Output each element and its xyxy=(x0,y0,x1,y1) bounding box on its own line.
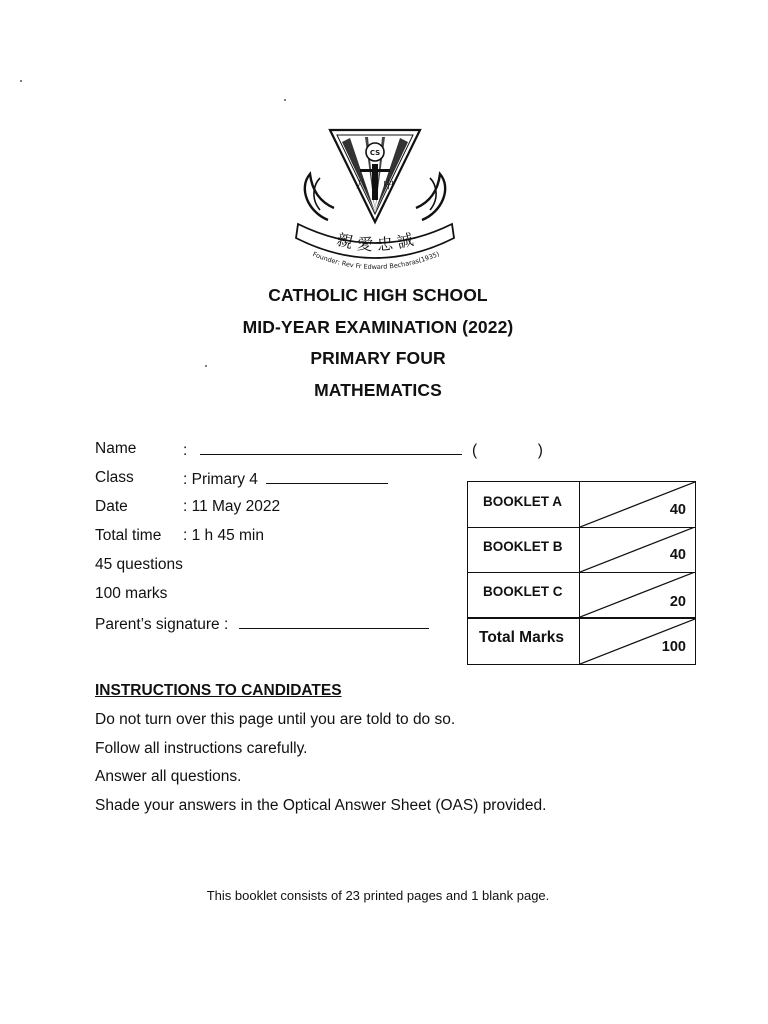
marks-total: 100 marks xyxy=(95,585,168,602)
instruction-line: Answer all questions. xyxy=(95,768,242,786)
score-max: 20 xyxy=(669,594,686,610)
name-entry xyxy=(183,438,543,462)
date-label: Date xyxy=(95,498,128,515)
svg-text:八: 八 xyxy=(356,178,367,191)
signature-label: Parent’s signature : xyxy=(95,616,229,633)
score-max: 40 xyxy=(669,547,686,563)
score-label: BOOKLET B xyxy=(483,539,563,554)
name-row xyxy=(95,438,543,460)
score-label-cell xyxy=(468,482,580,527)
name-label: Name xyxy=(95,440,137,457)
score-table xyxy=(467,481,696,665)
index-blank[interactable] xyxy=(481,439,533,455)
score-label-cell xyxy=(468,527,580,572)
date-value: : 11 May 2022 xyxy=(183,498,281,515)
subject-title: MATHEMATICS xyxy=(314,379,442,400)
crest-motto: 親 愛 忠 誠 xyxy=(334,229,416,255)
score-row-booklet-b xyxy=(468,527,695,573)
score-row-booklet-c xyxy=(468,572,695,618)
instructions-heading: INSTRUCTIONS TO CANDIDATES xyxy=(95,682,342,699)
score-label: BOOKLET A xyxy=(483,494,562,509)
exam-title: MID-YEAR EXAMINATION (2022) xyxy=(242,316,514,337)
school-crest-logo xyxy=(290,122,460,272)
svg-text:CS: CS xyxy=(369,149,381,157)
scan-speck xyxy=(20,80,22,82)
score-label: Total Marks xyxy=(479,629,564,646)
school-name: CATHOLIC HIGH SCHOOL xyxy=(268,285,488,305)
index-paren-open: ( xyxy=(471,442,478,459)
instructions xyxy=(95,680,546,820)
time-value: : 1 h 45 min xyxy=(183,527,264,544)
class-value: : Primary 4 xyxy=(183,471,258,488)
date-row xyxy=(95,496,281,518)
level-title: PRIMARY FOUR xyxy=(310,348,446,368)
score-max: 40 xyxy=(669,502,686,518)
instruction-line: Follow all instructions carefully. xyxy=(95,739,308,757)
instruction-line: Do not turn over this page until you are told to do so. xyxy=(95,711,456,728)
index-paren-close: ) xyxy=(537,442,543,459)
svg-text:中: 中 xyxy=(383,178,394,191)
class-blank[interactable] xyxy=(266,467,388,484)
instruction-line: Shade your answers in the Optical Answer Sheet (OAS) provided. xyxy=(95,796,547,814)
booklet-page-count-note: This booklet consists of 23 printed pages and 1 blank page. xyxy=(206,888,550,903)
class-entry xyxy=(183,467,388,491)
signature-row xyxy=(95,612,429,634)
score-label-cell xyxy=(468,619,580,664)
score-row-booklet-a xyxy=(468,482,695,528)
signature-blank[interactable] xyxy=(239,612,429,629)
scan-speck xyxy=(284,99,286,101)
name-blank[interactable] xyxy=(200,438,462,455)
class-label: Class xyxy=(95,469,134,486)
score-label: BOOKLET C xyxy=(483,584,563,599)
time-label: Total time xyxy=(95,527,162,544)
score-max: 100 xyxy=(661,639,686,655)
crest-banner-text: Founder: Rev Fr Edward Becharas(1935) xyxy=(311,250,441,272)
time-row xyxy=(95,525,264,547)
questions-count: 45 questions xyxy=(95,556,183,573)
name-separator: : xyxy=(183,442,188,459)
score-label-cell xyxy=(468,572,580,617)
score-row-total xyxy=(468,618,695,664)
class-row xyxy=(95,467,258,489)
title-block xyxy=(0,283,756,409)
